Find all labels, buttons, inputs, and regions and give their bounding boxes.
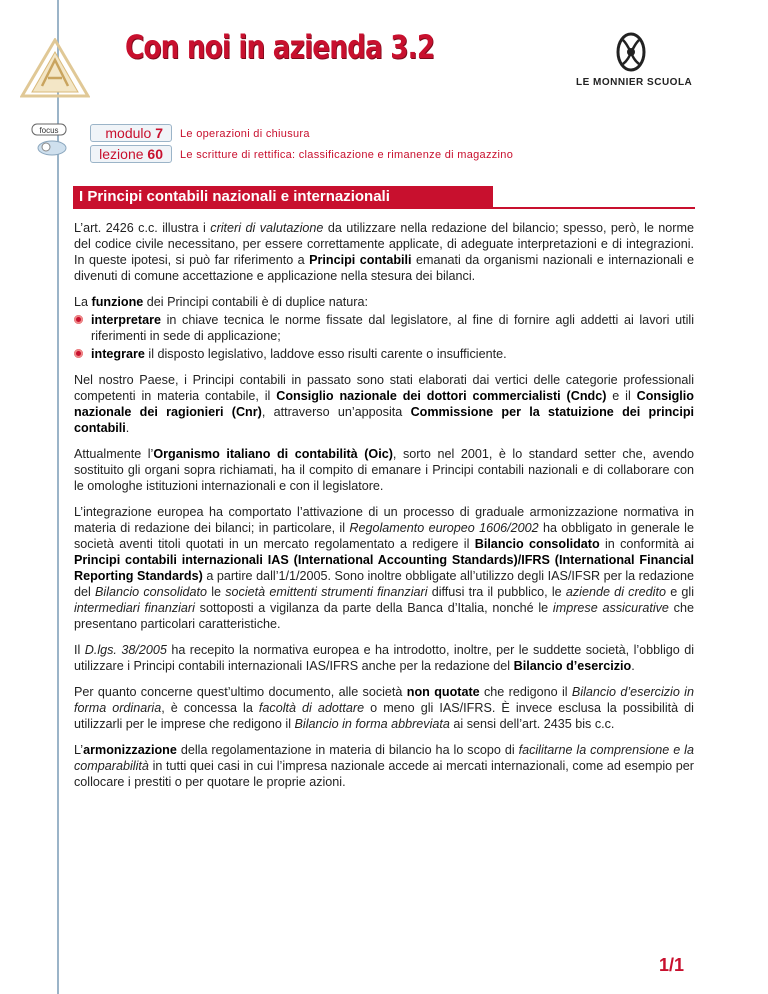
- le-monnier-emblem-icon: [611, 28, 651, 76]
- module-title: Le operazioni di chiusura: [180, 128, 310, 140]
- list-item: integrare il disposto legislativo, laddove esso risulti carente o insufficiente.: [74, 346, 694, 362]
- module-badge: [90, 124, 172, 142]
- module-label: modulo: [105, 125, 152, 141]
- lesson-number: 60: [147, 146, 163, 162]
- bullet-icon: [74, 349, 83, 358]
- paragraph-2: La funzione dei Principi contabili è di duplice natura:: [74, 295, 369, 309]
- lesson-label: lezione: [99, 146, 144, 162]
- paragraph-4: Attualmente l’Organismo italiano di contabilità (Oic), sorto nel 2001, è lo standard setter che, avendo sostituito gli organi sopra richiamati, ha il compito di emanare i Principi contabili nazionali e di collaborare con le omologhe istituzioni internazionali e con il legislatore.: [74, 447, 694, 493]
- function-list: [74, 312, 694, 362]
- paragraph-7: Per quanto concerne quest’ultimo documento, alle società non quotate che redigono il Bilancio d’esercizio in forma ordinaria, è concessa la facoltà di adottare o meno gli IAS/IFRS. È invece esclusa la possibilità di utilizzarli per le imprese che redigono il Bilancio in forma abbreviata ai sensi dell’art. 2435 bis c.c.: [74, 685, 694, 731]
- publisher-name: LE MONNIER SCUOLA: [576, 77, 693, 88]
- paragraph-1: L’art. 2426 c.c. illustra i criteri di valutazione da utilizzare nella redazione del bilancio; spesso, però, le norme del codice civile necessitano, per essere correttamente applicate, di adeguate interpretazioni e di integrazioni. In queste ipotesi, si può far riferimento a Principi contabili emanati da organismi nazionali e internazionali e divenuti di comune accettazione e applicazione nella stesura dei bilanci.: [74, 221, 695, 283]
- section-divider: [73, 207, 695, 209]
- list-item: interpretare in chiave tecnica le norme fissate dal legislatore, al fine di fornire agli addetti ai lavori utili riferimenti in sede di applicazione;: [74, 312, 694, 344]
- paragraph-8: L’armonizzazione della regolamentazione in materia di bilancio ha lo scopo di facilitarne la comprensione e la comparabilità in tutti quei casi in cui l’impresa nazionale accede ai mercati internazionali, come ad esempio per collocare i prestiti o per quotare le proprie azioni.: [74, 743, 694, 789]
- page-number: 1/1: [659, 955, 685, 975]
- focus-magnifier-icon: [30, 120, 90, 160]
- book-title: Con noi in azienda 3.2: [125, 28, 435, 66]
- paragraph-5: L’integrazione europea ha comportato l’attivazione di un processo di graduale armonizzazione normativa in materia di redazione dei bilanci; in particolare, il Regolamento europeo 1606/2002 ha obbligato in generale le società aventi titoli quotati in un mercato regolamentato a redigere il Bilancio consolidato in conformità ai Principi contabili internazionali IAS (International Accounting Standards)/IFRS (International Financial Reporting Standards) a partire dall’1/1/2005. Sono inoltre obbligate all’utilizzo degli IAS/IFSR per la redazione del Bilancio consolidato le società emittenti strumenti finanziari diffusi tra il pubblico, le aziende di credito e gli intermediari finanziari sottoposti a vigilanza da parte della Banca d’Italia, nonché le imprese assicurative che presentano particolari caratteristiche.: [74, 505, 695, 631]
- lesson-title: Le scritture di rettifica: classificazione e rimanenze di magazzino: [180, 149, 514, 161]
- paragraph-3: Nel nostro Paese, i Principi contabili in passato sono stati elaborati dai vertici delle categorie professionali competenti in materia contabile, il Consiglio nazionale dei dottori commercialisti (Cndc) e il Consiglio nazionale dei ragionieri (Cnr), attraverso un’apposita Commissione per la statuizione dei principi contabili.: [74, 373, 695, 435]
- module-number: 7: [155, 125, 163, 141]
- body-text: [74, 220, 694, 800]
- section-heading: I Principi contabili nazionali e internazionali: [73, 186, 493, 207]
- publisher-logo-icon: [20, 38, 90, 98]
- focus-label: focus: [39, 126, 59, 135]
- lesson-badge: [90, 145, 172, 163]
- paragraph-6: Il D.lgs. 38/2005 ha recepito la normativa europea e ha introdotto, inoltre, per le suddette società, l’obbligo di utilizzare i Principi contabili internazionali IAS/IFRS anche per la redazione del Bilancio d’esercizio.: [74, 643, 695, 673]
- bullet-icon: [74, 315, 83, 324]
